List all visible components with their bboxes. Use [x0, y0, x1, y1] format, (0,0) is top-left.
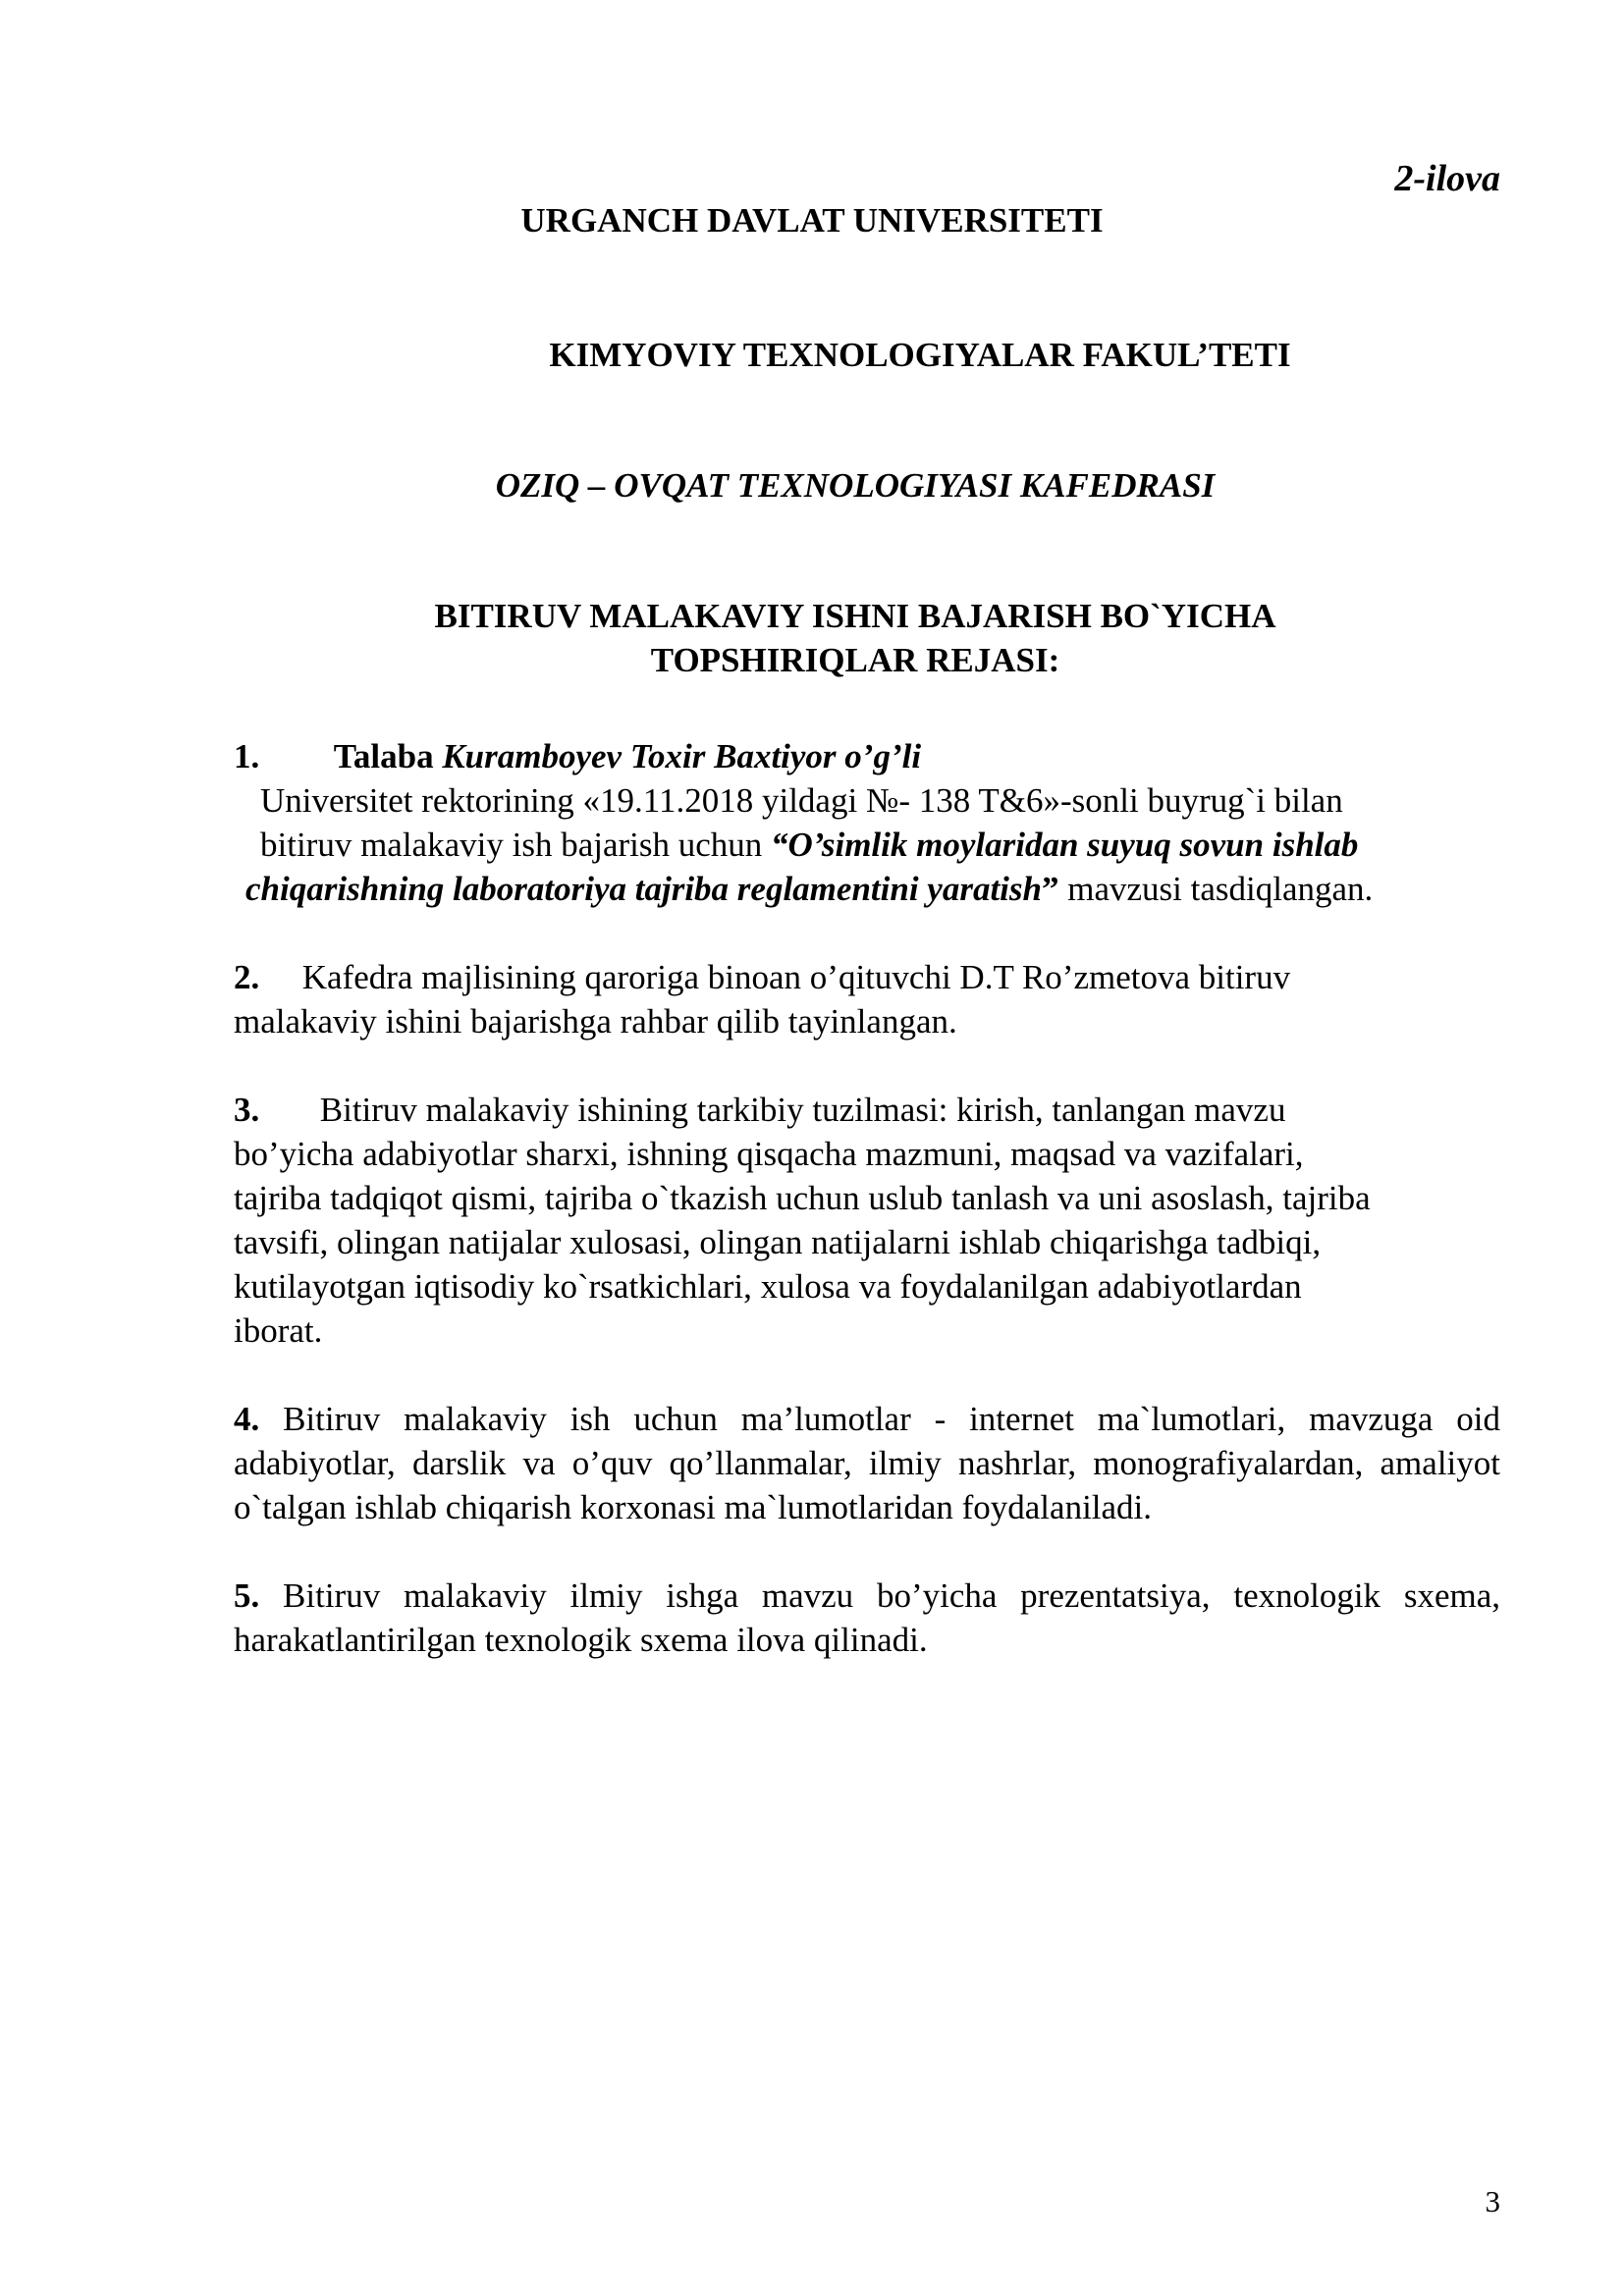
item1-line3-text: mavzusi tasdiqlangan.: [1058, 870, 1374, 908]
item2-line1: [234, 955, 1290, 999]
item1: [234, 734, 921, 778]
thesis-topic-part2: chiqarishning laboratoriya tajriba reglamentini yaratish: [245, 870, 1042, 908]
item2-number: 2.: [234, 958, 260, 996]
item4-number: 4.: [234, 1400, 260, 1438]
item3-text: Bitiruv malakaviy ishining tarkibiy tuzilmasi: kirish, tanlangan mavzu: [319, 1091, 1286, 1129]
item3-number: 3.: [234, 1091, 260, 1129]
item1-label: Talaba: [333, 737, 434, 775]
document-title-line2: TOPSHIRIQLAR REJASI:: [650, 641, 1060, 679]
item3-line3: tajriba tadqiqot qismi, tajriba o`tkazish uchun uslub tanlash va uni asoslash, tajriba: [234, 1179, 1371, 1217]
item1-line1: Universitet rektorining «19.11.2018 yildagi №- 138 T&6»-sonli buyrug`i bilan: [260, 781, 1343, 820]
item1-line2-text: bitiruv malakaviy ish bajarish uchun: [260, 826, 772, 864]
item3-line4: tavsifi, olingan natijalar xulosasi, olingan natijalarni ishlab chiqarishga tadbiqi,: [234, 1223, 1322, 1261]
item5-text: Bitiruv malakaviy ilmiy ishga mavzu bo’yicha prezentatsiya, texnologik sxema, harakatlantirilgan texnologik sxema ilova qilinadi.: [234, 1576, 1500, 1659]
item3-line5: kutilayotgan iqtisodiy ko`rsatkichlari, xulosa va foydalanilgan adabiyotlardan: [234, 1267, 1302, 1306]
item1-line2: [260, 823, 1358, 867]
page-number: 3: [1485, 2184, 1500, 2218]
item5-number: 5.: [234, 1576, 260, 1615]
item1-line3: [245, 867, 1373, 911]
item5: [234, 1574, 1500, 1662]
item3-line6: iborat.: [234, 1311, 323, 1350]
student-name: Kuramboyev Toxir Baxtiyor o’g’li: [442, 737, 922, 775]
item1-number: 1.: [234, 737, 260, 775]
annex-label: 2-ilova: [1394, 158, 1500, 199]
document-title-line1: BITIRUV MALAKAVIY ISHNI BAJARISH BO`YICHA: [434, 597, 1276, 635]
thesis-topic-close-quote: ”: [1041, 870, 1059, 908]
university-name: URGANCH DAVLAT UNIVERSITETI: [520, 201, 1104, 240]
item2-text: Kafedra majlisining qaroriga binoan o’qituvchi D.T Ro’zmetova bitiruv: [301, 958, 1291, 996]
item3-line1: [234, 1088, 1285, 1132]
thesis-topic-part1: “O’simlik moylaridan suyuq sovun ishlab: [771, 826, 1359, 864]
item4-text: Bitiruv malakaviy ish uchun ma’lumotlar - internet ma`lumotlari, mavzuga oid adabiyotlar, darslik va o’quv qo’llanmalar, ilmiy nashrlar, monografiyalardan, amaliyot o`talgan ishlab chiqarish korxonasi ma`lumotlaridan foydalaniladi.: [234, 1400, 1500, 1526]
item2-line2: malakaviy ishini bajarishga rahbar qilib tayinlangan.: [234, 1002, 957, 1041]
department-name: OZIQ – OVQAT TEXNOLOGIYASI KAFEDRASI: [495, 466, 1216, 505]
faculty-name: KIMYOVIY TEXNOLOGIYALAR FAKUL’TETI: [549, 336, 1291, 374]
item3-line2: bo’yicha adabiyotlar sharxi, ishning qisqacha mazmuni, maqsad va vazifalari,: [234, 1135, 1304, 1173]
item4: [234, 1397, 1500, 1529]
